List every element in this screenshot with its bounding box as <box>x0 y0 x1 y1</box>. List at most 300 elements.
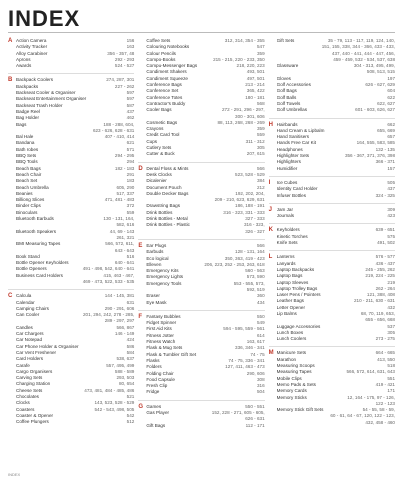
entry-pages: 127, 411, 463 - 473 <box>225 364 265 370</box>
index-entry <box>8 279 134 285</box>
index-entry <box>138 423 264 429</box>
entry-pages: 538, 637 <box>116 356 135 362</box>
index-entry <box>8 419 134 425</box>
entry-name: Crayons <box>146 126 164 132</box>
entry-name: Cutter & Buck <box>146 151 175 157</box>
entry-pages: 207, 615 <box>246 151 265 157</box>
entry-name: Luggage Accessories <box>276 323 321 329</box>
entry-name: Beach Chair <box>16 171 42 177</box>
entry-name: Bluetooth Earbuds <box>16 216 54 222</box>
entry-pages: 524 - 527 <box>114 63 135 69</box>
entry-pages: 144 - 145, 381 <box>104 293 135 299</box>
entry-pages: 290 - 291, 606 <box>104 305 135 311</box>
entry-pages: 415, 463 - 467, <box>103 272 135 278</box>
entry-pages: 384 <box>256 178 265 184</box>
entry-pages: 171 <box>387 388 395 394</box>
entry-pages: 626 - 631 <box>245 416 265 422</box>
entry-pages: 550 - 551 <box>245 403 265 409</box>
entry-name: Car Chargers <box>16 331 44 337</box>
entry-pages: 560 - 563 <box>245 268 265 274</box>
entry-name: Emergency Kits <box>146 268 179 274</box>
entry-pages: 289 - 297, 297 <box>104 318 135 324</box>
entry-name <box>16 279 81 285</box>
entry-pages: 245 - 255, 262 <box>365 266 395 272</box>
entry-pages: 305 <box>256 145 265 151</box>
entry-pages: 308 <box>256 376 265 382</box>
entry-pages: 182 - 183 <box>114 165 135 171</box>
entry-pages: 291 <box>126 171 135 177</box>
entry-pages: 413, 550 <box>377 356 395 362</box>
entry-name: Conference Totes <box>146 94 183 100</box>
entry-pages: 262 - 264 <box>375 285 395 291</box>
entry-pages: 557, 495, 499 <box>106 362 135 368</box>
entry-pages: 437 <box>387 186 395 192</box>
entry-pages: 542 <box>126 412 135 418</box>
entry-name: Billiong Slices <box>16 197 45 203</box>
entry-pages: 491, 502 <box>377 240 395 246</box>
entry-pages: 643 - 643 <box>114 247 135 253</box>
entry-name: Mobile Clips <box>276 375 302 381</box>
entry-pages: 132 - 135 <box>375 146 395 152</box>
entry-name: Fantasy Bubbles <box>146 313 181 319</box>
entry-name: Golf Umbrellas <box>276 107 308 113</box>
entry-pages: 601 - 603, 626, 627 <box>355 107 395 113</box>
entry-pages: 605, 290 <box>116 184 135 190</box>
entry-name: Identity Card Holder <box>276 186 318 192</box>
entry-name: BMI Measuring Tapes <box>16 241 61 247</box>
entry-pages: 359 <box>256 126 265 132</box>
entry-pages: 664 - 665 <box>375 350 395 356</box>
entry-name: Emergency Lights <box>146 274 184 280</box>
entry-name: Awards <box>16 63 32 69</box>
entry-pages: 516 <box>126 253 135 259</box>
entry-pages: 559 <box>126 209 135 215</box>
entry-pages: 327 - 333 <box>245 216 265 222</box>
entry-pages: 180 - 181 <box>245 94 265 100</box>
entry-name: Chocolates <box>16 394 39 400</box>
section-divider <box>269 250 395 251</box>
entry-name: Beach Umbrella <box>16 184 49 190</box>
entry-pages: 60 - 61, 64 - 67, 120, 122 - 123, <box>330 413 395 419</box>
entry-pages: 626 - 627, 629 <box>365 82 395 88</box>
entry-name: Badge Reel <box>16 108 41 114</box>
entry-name <box>146 229 243 235</box>
entry-pages: 497, 501 <box>246 75 265 81</box>
entry-name: Highlighter Sets <box>276 153 310 159</box>
entry-pages: 290, 606 <box>246 370 265 376</box>
entry-name: Gift Sets <box>276 38 295 43</box>
entry-name: Memory Sticks <box>276 394 307 400</box>
entry-pages: 316 - 323, 331 - 333 <box>223 209 265 215</box>
entry-name: Earbuds <box>146 249 164 255</box>
index-column <box>269 38 395 470</box>
entry-name: Bath robes <box>16 146 39 152</box>
entry-pages: 206, 223, 252 - 253, 263, 618 <box>204 261 265 267</box>
entry-pages: 212 <box>256 184 265 190</box>
entry-name: Conference Set <box>146 88 179 94</box>
entry-pages: 640 - 641 <box>114 260 135 266</box>
section-divider <box>269 346 395 347</box>
section-letter <box>269 193 277 199</box>
entry-pages: 300 - 301, 606 <box>235 113 265 119</box>
entry-pages: 621 <box>126 140 135 146</box>
entry-name: Cooler Bags <box>146 107 172 113</box>
entry-pages: 336, 346 - 341 <box>235 345 265 351</box>
entry-pages: 213 - 214 <box>245 82 265 88</box>
entry-pages: 130 - 131, 164, <box>103 216 135 222</box>
entry-pages: 459 - 459, 532 - 534, 537, 638 <box>333 56 395 62</box>
entry-pages: 662 <box>387 121 395 127</box>
entry-pages: 197 <box>387 75 395 81</box>
entry-name: Activity Tracker <box>16 44 48 50</box>
entry-name: Bags <box>16 121 27 127</box>
entry-pages: 88, 113, 268, 268 - 269 <box>217 119 265 125</box>
entry-name: First Aid Kits <box>146 326 172 332</box>
section-letter <box>138 423 146 429</box>
section-letter: H <box>268 121 273 128</box>
section-divider <box>138 162 264 163</box>
entry-pages: 594 - 595, 559 - 561 <box>223 326 265 332</box>
entry-pages: 219, 224 - 225 <box>365 273 395 279</box>
entry-pages: 215 - 215, 220 - 233, 350 <box>213 56 265 62</box>
entry-pages: 152, 228 - 271, 605 - 605, <box>211 410 265 416</box>
entry-name: Headphones <box>276 146 303 152</box>
entry-name: Hairbands <box>276 121 298 127</box>
entry-pages: 365, 422 <box>246 88 265 94</box>
section-divider <box>8 289 134 290</box>
entry-pages: 201, 294, 242, 278 - 285, <box>82 312 135 318</box>
section-divider <box>269 118 395 119</box>
entry-pages: 576 - 577 <box>375 254 395 260</box>
entry-name: Golf Accessories <box>276 82 311 88</box>
index-column <box>138 38 264 470</box>
entry-pages: 512 <box>126 419 135 425</box>
section-letter <box>8 419 16 425</box>
entry-name: Coaster & Opener <box>16 412 54 418</box>
entry-pages: 292 - 293 <box>114 56 135 62</box>
entry-pages: 219 <box>387 279 395 285</box>
entry-name: Double Decker Bags <box>146 190 189 196</box>
entry-name: Backseat Trash Holder <box>16 102 63 108</box>
entry-pages: 587 <box>126 102 135 108</box>
entry-pages: 566 <box>256 165 265 171</box>
entry-pages: 121, 388, 408 <box>366 292 395 298</box>
entry-pages: 164, 555, 583, 585 <box>356 140 395 146</box>
section-letter <box>138 229 146 235</box>
entry-name: Letter Opener <box>276 304 306 310</box>
section-letter: I <box>268 179 271 186</box>
entry-pages: 350, 363, 419 - 423 <box>224 255 265 261</box>
index-section <box>8 77 134 285</box>
entry-name: Flasks <box>146 357 160 363</box>
index-section <box>269 38 395 114</box>
entry-name: Laptop Bags <box>276 273 303 279</box>
entry-name: Cutlery Sets <box>146 145 172 151</box>
entry-pages: 188 - 288, 604, <box>103 121 135 127</box>
entry-name: Alloy Carabiner <box>16 50 48 56</box>
entry-name: Highlighters <box>276 159 301 165</box>
entry-pages: 622, 627 <box>377 100 395 106</box>
entry-pages: 582, 616 <box>116 222 135 228</box>
entry-pages: 597 <box>126 90 135 96</box>
entry-name: Fridge <box>146 389 160 395</box>
entry-pages: 157 <box>387 165 395 171</box>
entry-pages: 423 <box>387 213 395 219</box>
entry-pages: 312, 314, 354 - 355 <box>224 38 265 43</box>
entry-pages: 44, 69 - 143 <box>109 228 135 234</box>
entry-name: Kinetic Torches <box>276 233 308 239</box>
index-section <box>138 166 264 235</box>
entry-pages: 112 - 171 <box>245 422 265 428</box>
title-divider <box>8 32 395 33</box>
entry-name: Drink Bottles - Metal <box>146 216 188 222</box>
entry-name: Golf Bags <box>276 88 297 94</box>
index-section <box>269 350 395 426</box>
entry-pages: 586 <box>126 343 135 349</box>
entry-name: Cosmetic Bags <box>146 119 178 125</box>
entry-name: Elleven <box>146 261 162 267</box>
entry-name: Car Notepad <box>16 337 43 343</box>
entry-name: Desk Clocks <box>146 171 172 177</box>
entry-pages: 592, 519 <box>246 286 265 292</box>
entry-name: Coffee Sets <box>146 38 171 43</box>
entry-name: Credit Card Tool <box>146 132 180 138</box>
section-letter: D <box>138 165 143 172</box>
index-section <box>269 122 395 172</box>
index-section <box>269 180 395 199</box>
entry-pages: 304 - 313, 495, 499, <box>353 63 395 69</box>
entry-pages: 547 <box>256 44 265 50</box>
entry-pages: 551 <box>387 375 395 381</box>
entry-pages: 657 <box>387 134 395 140</box>
entry-pages: 407 - 410, 414 <box>104 134 135 140</box>
index-column <box>8 38 134 470</box>
entry-pages: 309 <box>387 206 395 212</box>
entry-name: Cargo Organisers <box>16 368 53 374</box>
section-letter <box>269 166 277 172</box>
entry-name: Backseat Entertainment Organiser <box>16 96 87 102</box>
entry-name: Golf Balls <box>276 94 297 100</box>
entry-name: Humidifier <box>276 165 298 171</box>
entry-name <box>277 420 364 426</box>
entry-pages: 604 <box>387 88 395 94</box>
entry-name: Folding Chair <box>146 370 174 376</box>
entry-name: Hands Free Car Kit <box>276 140 316 146</box>
entry-name: Clocks <box>16 400 30 406</box>
entry-name: Infuser Bottles <box>276 192 307 198</box>
section-divider <box>269 203 395 204</box>
index-entry <box>269 107 395 113</box>
entry-name: Charging Station <box>16 381 51 387</box>
entry-name: Coasters <box>16 406 35 412</box>
entry-pages: 143, 523, 528 - 529 <box>94 400 135 406</box>
entry-name: Journals <box>276 213 295 219</box>
entry-name: Manicure Sets <box>276 350 307 356</box>
entry-name: Lip Balms <box>276 310 297 316</box>
entry-name: Laser Pens / Pointers <box>276 292 321 298</box>
entry-name: Knife Sets <box>276 240 298 246</box>
entry-name: Bluetooth Speakers <box>16 228 57 234</box>
entry-name: Ear Plugs <box>146 242 167 248</box>
entry-name: Carving Sets <box>16 375 43 381</box>
entry-name: Calendar <box>16 299 35 305</box>
entry-pages: 146 - 149 <box>114 331 135 337</box>
entry-name: Drawstring Bags <box>146 203 181 209</box>
entry-pages: 623 - 626, 628 - 631 <box>92 127 135 133</box>
entry-pages: 559 <box>256 132 265 138</box>
entry-name: Conference Bags <box>146 82 182 88</box>
entry-name: Cups <box>146 138 158 144</box>
entry-pages: 326 - 327 <box>245 228 265 234</box>
entry-pages: 597 <box>126 96 135 102</box>
entry-name: Condiment Squeeze <box>146 75 188 81</box>
entry-name: Memo Pads & Sets <box>276 381 316 387</box>
entry-name: Glassware <box>276 63 299 69</box>
entry-pages: 505 <box>387 179 395 185</box>
section-letter <box>138 389 146 395</box>
entry-name: Backpack Coolers <box>16 77 54 83</box>
entry-name: Gloves <box>276 75 291 81</box>
index-entry <box>269 336 395 342</box>
entry-name: Book Stand <box>16 253 40 259</box>
entry-name: Dental Floss & Mints <box>146 165 189 171</box>
entry-name: Dicalenier <box>146 178 167 184</box>
entry-pages: 584 <box>126 349 135 355</box>
entry-pages: 316 <box>256 383 265 389</box>
entry-pages: 54 - 55, 58 - 59, <box>362 407 395 413</box>
entry-pages: 372 <box>126 203 135 209</box>
entry-name: Colouring Notebooks <box>146 44 190 50</box>
entry-name: Lunch Coolers <box>276 336 307 342</box>
entry-pages: 614 <box>256 332 265 338</box>
entry-pages: 434 <box>256 299 265 305</box>
entry-pages: 261, 321 <box>116 234 135 240</box>
entry-pages: 74 - 75 <box>250 351 265 357</box>
entry-pages: 128 - 131, 164 <box>235 249 265 255</box>
index-entry <box>269 166 395 172</box>
entry-name: Camping Chairs <box>16 305 49 311</box>
entry-name: BBQ Sets <box>16 153 37 159</box>
entry-name: Eye Mask <box>146 299 167 305</box>
entry-pages: 521 <box>126 394 135 400</box>
entry-name: Calcula <box>16 293 32 299</box>
entry-name: Carafe <box>16 362 30 368</box>
entry-name: BBQ Tools <box>16 159 38 165</box>
entry-name: Flask & Tumbler Gift Set <box>146 351 197 357</box>
index-section <box>138 314 264 396</box>
entry-name: Leather Bags <box>276 298 304 304</box>
entry-name: Hand Sanitisers <box>276 134 310 140</box>
entry-pages: 209 - 210, 623, 629, 631 <box>214 197 265 203</box>
entry-pages: 183 <box>126 178 135 184</box>
entry-name: Bal Hale <box>16 134 34 140</box>
index-entry <box>269 240 395 246</box>
entry-pages: 553 - 555, 573, <box>233 280 265 286</box>
entry-name: Action Camera <box>16 38 47 43</box>
entry-pages: 436 - 437 <box>375 260 395 266</box>
section-letter: A <box>8 38 13 44</box>
entry-name: Fitness Jotter <box>146 332 174 338</box>
entry-name: Bottle Openers <box>16 266 47 272</box>
entry-name: Backseat Cooler & Organiser <box>16 90 76 96</box>
section-letter: M <box>268 350 274 357</box>
entry-name: Business Card Holders <box>16 272 63 278</box>
entry-name: Laptop Trolley Bags <box>276 285 318 291</box>
entry-name: Compu-Messenger Bags <box>146 63 198 69</box>
section-letter <box>269 107 277 113</box>
entry-name: Fitness Watch <box>146 339 176 345</box>
entry-pages: 432, 458 - 460 <box>365 419 395 425</box>
entry-pages: 504 <box>256 389 265 395</box>
entry-pages: 356 - 367, 371, 376, 398 <box>344 153 395 159</box>
entry-name: Document Pouch <box>146 184 182 190</box>
section-letter <box>138 300 146 306</box>
index-columns <box>8 38 395 470</box>
index-section <box>138 38 264 158</box>
entry-name: Car Phone Holder & Organiser <box>16 343 79 349</box>
section-letter <box>269 240 277 246</box>
entry-name: Card Holders <box>16 356 44 362</box>
entry-pages: 163, 617 <box>246 339 265 345</box>
entry-pages: 471, 481 - 483 <box>104 197 135 203</box>
entry-name: Bottle Opener Keyholders <box>16 260 69 266</box>
entry-name: Games <box>146 403 162 409</box>
entry-name: Bandana <box>16 140 35 146</box>
entry-name: Lanyards <box>276 260 296 266</box>
section-letter <box>269 336 277 342</box>
entry-pages: 542 - 543, 498, 505 <box>94 406 135 412</box>
index-section <box>8 293 134 425</box>
entry-name: Binoculars <box>16 209 38 215</box>
entry-pages: 356 - 357, 48 <box>107 50 135 56</box>
entry-name: Drink Bottles - Plastic <box>146 222 190 228</box>
entry-pages: 437 <box>126 108 135 114</box>
entry-pages: 588 - 589 <box>114 368 135 374</box>
entry-name: Lanterns <box>276 254 295 260</box>
entry-name: Jam Jar <box>276 206 293 212</box>
entry-name: Beach Set <box>16 178 38 184</box>
entry-name: Eco logical <box>146 255 169 261</box>
entry-pages: 575 <box>387 233 395 239</box>
entry-name: Ice Cubes <box>276 179 298 185</box>
section-letter: B <box>8 77 13 84</box>
entry-name: Condiment Shakers <box>146 69 187 75</box>
index-section <box>269 254 395 342</box>
entry-name: Drink Bottles <box>146 209 173 215</box>
index-section <box>269 227 395 246</box>
entry-pages: 655, 669 <box>377 127 395 133</box>
index-section <box>269 207 395 220</box>
entry-name: Marathon <box>276 356 297 362</box>
page-folio: INDEX <box>8 472 21 477</box>
entry-pages: 462 <box>126 115 135 121</box>
entry-name: Candles <box>16 324 33 330</box>
entry-pages: 639 - 651 <box>375 227 395 233</box>
entry-pages: 192, 202, 204, <box>235 190 265 196</box>
entry-pages: 360 <box>256 293 265 299</box>
section-divider <box>8 73 134 74</box>
entry-pages: 294 <box>126 159 135 165</box>
entry-pages: 305 <box>387 329 395 335</box>
entry-name: Emergency Tools <box>146 280 182 286</box>
section-letter <box>138 151 146 157</box>
entry-pages: 655 - 656, 668 <box>365 317 395 323</box>
entry-name: Fresh Clip <box>146 383 168 389</box>
entry-pages: 537 <box>387 323 395 329</box>
entry-pages: 491 - 498, 542, 640 - 641 <box>82 266 135 272</box>
index-entry <box>138 229 264 235</box>
index-section <box>138 404 264 429</box>
